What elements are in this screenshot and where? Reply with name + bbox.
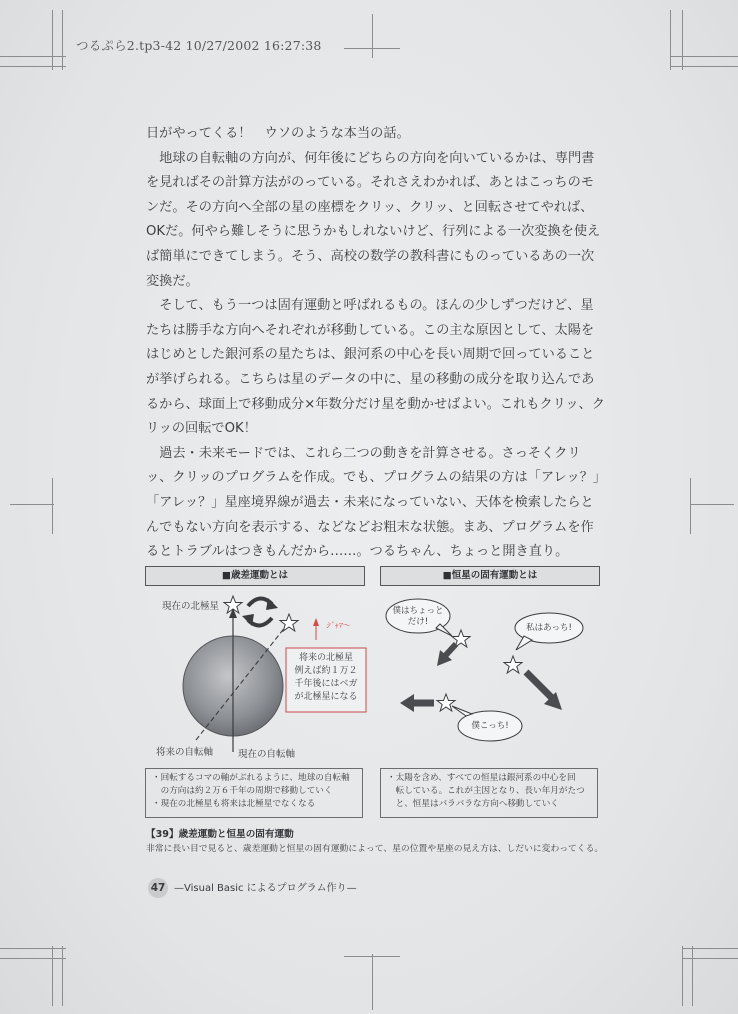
- current-axis-label: 現在の自転軸: [238, 749, 296, 760]
- note-line: と、恒星はバラバラな方向へ移動していく: [387, 799, 559, 809]
- figure-right-note: [380, 768, 598, 818]
- print-slug: つるぷら2.tp3-42 10/27/2002 16:27:38: [76, 38, 322, 53]
- motion-arrow: [526, 672, 552, 698]
- page-number: 47: [148, 878, 168, 898]
- future-polaris-text: が北極星になる: [294, 692, 358, 702]
- bubble-top-text: [388, 606, 448, 628]
- paragraph: 地球の自転軸の方向が、何年後にどちらの方向を向いているかは、専門書を見ればその計算方法がのっている。それさえわかれば、あとはこっちのモンだ。その方向へ全部の星の座標をクリッ、クリッ、と回転させてやれば、OKだ。何やら難しそうに思うかもしれないけど、行列による一次変換を使えば簡単にできてしまう。そう、高校の数学の教科書にものっているあの一次変換だ。: [146, 150, 601, 289]
- bubble-right-text: 私はあっち!: [526, 623, 572, 633]
- figure-left-note: [145, 768, 363, 818]
- future-polaris-text: 千年後にはベガ: [294, 679, 358, 689]
- bubble-bottom-text: 僕こっち!: [471, 721, 509, 731]
- motion-arrow: [445, 644, 456, 656]
- future-axis-label: 将来の自転軸: [156, 747, 214, 758]
- current-polaris-label: 現在の北極星: [162, 601, 220, 612]
- motion-arrowhead: [400, 694, 414, 712]
- rotation-arrowhead: [266, 598, 278, 610]
- future-polaris-callout: [286, 652, 366, 704]
- speech-bubble-tail: [452, 706, 472, 716]
- rotation-arrowhead: [242, 614, 254, 626]
- figure-right-title: ■恒星の固有運動とは: [380, 566, 600, 586]
- future-polaris-heading: 将来の北極星: [298, 653, 353, 663]
- handwritten-note: ｼﾞｬﾏ〜: [326, 621, 350, 630]
- note-line: ・太陽を含め、すべての恒星は銀河系の中心を回: [387, 773, 576, 783]
- paragraph: 過去・未来モードでは、これら二つの動きを計算させる。さっそくクリッ、クリッのプログラムを作成。でも、プログラムの結果の方は「アレッ？」「アレッ？」星座境界線が過去・未来になっていない、天体を検索したらとんでもない方向を表示する、などなどお粗末な状態。まあ、プログラムを作るとトラブルはつきもんだから……。つるちゃん、ちょっと開き直り。: [146, 445, 600, 560]
- page-footer: [148, 878, 357, 898]
- paragraph: そして、もう一つは固有運動と呼ばれるもの。ほんの少しずつだけど、星たちは勝手な方向へそれぞれが移動している。この主な原因として、太陽をはじめとした銀河系の星たちは、銀河系の中心を長い周期で回っていることが挙げられる。こちらは星のデータの中に、星の移動の成分を取り込んであるから、球面上で移動成分×年数分だけ星を動かせばよい。これもクリッ、クリッの回転でOK！: [146, 298, 605, 437]
- star-icon: [437, 694, 455, 711]
- figure-caption-title: 【39】歳差運動と恒星の固有運動: [146, 829, 294, 840]
- bubble-line: だけ!: [407, 617, 429, 627]
- figure-left-title: ■歳差運動とは: [145, 566, 365, 586]
- future-polaris-text: 例えば約１万２: [294, 666, 358, 676]
- bubble-line: 僕はちょっと: [392, 606, 444, 616]
- running-footer: —Visual Basic によるプログラム作り—: [174, 883, 357, 894]
- note-line: の方向は約２万６千年の周期で移動していく: [152, 786, 333, 796]
- handwritten-arrowhead: [313, 618, 319, 626]
- paragraph: 日がやってくる！ ウソのような本当の話。: [146, 126, 410, 141]
- star-icon: [280, 614, 298, 631]
- note-line: 転している。これが主因となり、長い年月がたつ: [387, 786, 585, 796]
- figure-caption-text: 非常に長い目で見ると、歳差運動と恒星の固有運動によって、星の位置や星座の見え方は、しだいに変わってくる。: [146, 844, 604, 854]
- note-line: ・現在の北極星も将来は北極星でなくなる: [152, 799, 316, 809]
- note-line: ・回転するコマの軸がぶれるように、地球の自転軸: [152, 773, 350, 783]
- star-icon: [504, 656, 522, 673]
